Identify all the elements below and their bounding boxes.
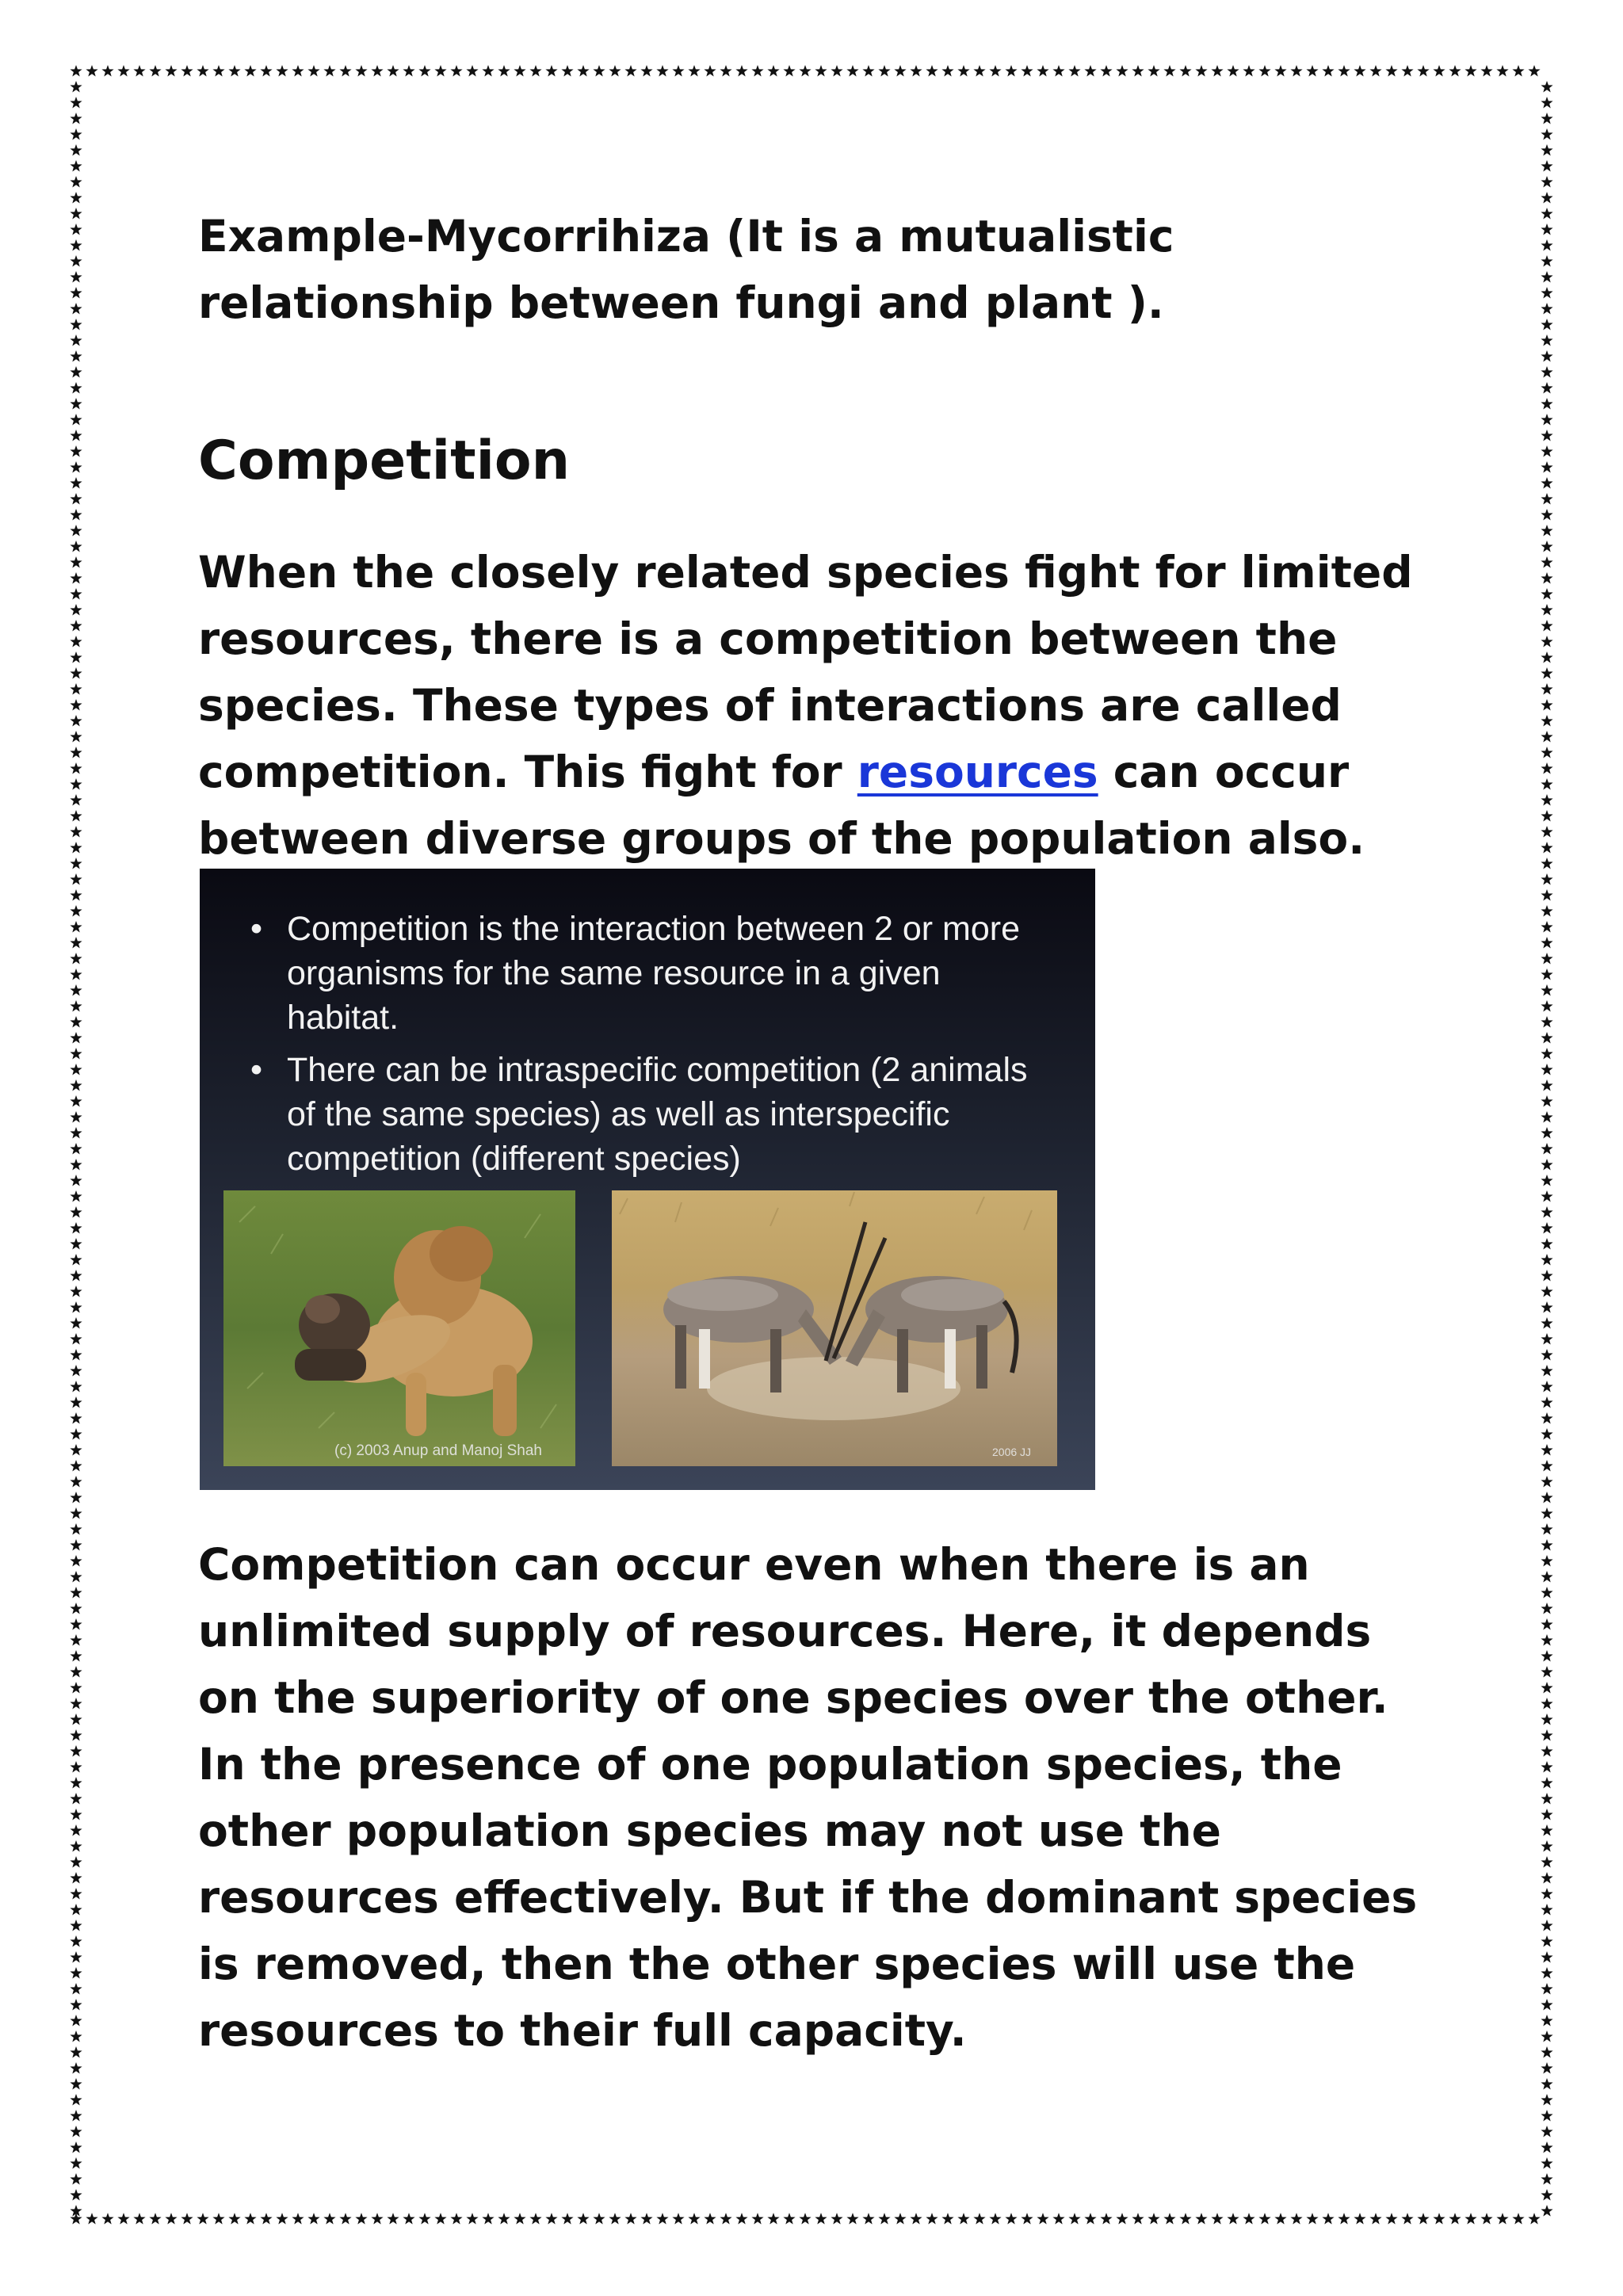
slide-bullet-list [250,907,1059,1189]
bullet-icon: • [250,910,263,948]
slide-bullet-text: There can be intraspecific competition (2 animals of the same species) as well as interspecific competition (different species) [287,1051,1028,1178]
competition-detail-paragraph: Competition can occur even when there is an unlimited supply of resources. Here, it depends on the superiority of one species over the other. In the presence of one population species, the other population species may not use the resources effectively. But if the dominant species is removed, then the other species will use the resources to their full capacity. [198,1539,1418,2056]
photo-credit-left: (c) 2003 Anup and Manoj Shah [334,1442,542,1459]
photo-credit-right: 2006 JJ [992,1446,1032,1458]
lions-photo [223,1190,575,1466]
slide-bullet-item [250,1048,1059,1181]
competition-slide-image [200,869,1095,1490]
slide-bullet-item [250,907,1059,1040]
competition-paragraph [198,539,1434,872]
resources-link[interactable]: resources [857,747,1098,797]
oryx-photo [612,1190,1057,1466]
paragraph-text-after-link: can occur between diverse groups of the population also. [198,747,1365,864]
paragraph-text-before-link: When the closely related species fight for limited resources, there is a competition between the species. These types of interactions are called competition. This fight for [198,547,1413,797]
intro-text: Example-Mycorrihiza (It is a mutualistic relationship between fungi and plant ). [198,211,1174,328]
bullet-icon: • [250,1051,263,1089]
section-heading: Competition [198,430,571,492]
slide-bullet-text: Competition is the interaction between 2 or more organisms for the same resource in a given habitat. [287,910,1020,1037]
